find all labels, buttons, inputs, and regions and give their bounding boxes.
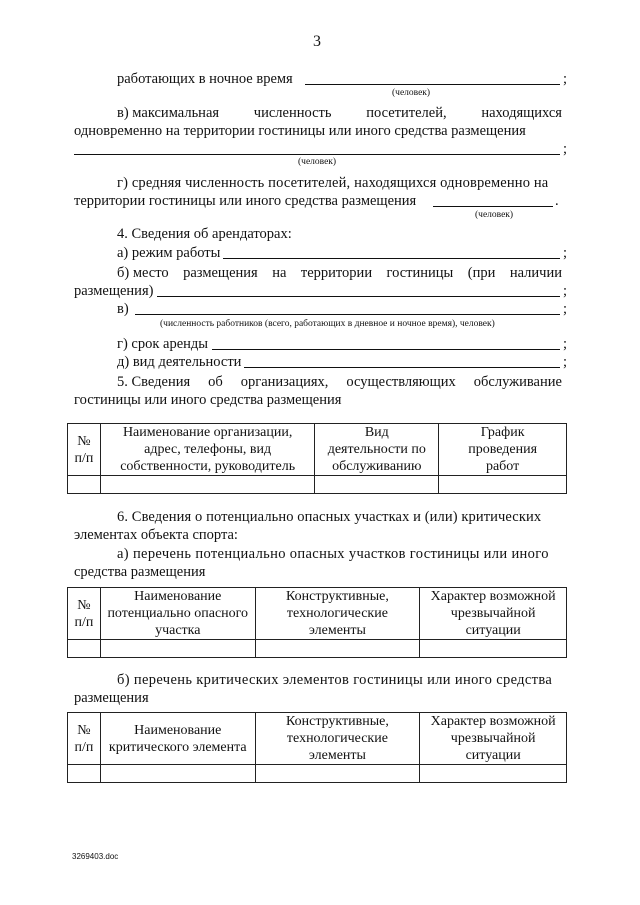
semicolon: ;	[563, 301, 568, 317]
s4-d-field[interactable]	[244, 367, 560, 368]
table-cell[interactable]	[255, 640, 420, 658]
caption-people: (человек)	[475, 210, 514, 220]
item-g-line1: г) средняя численность посетителей, находящихся одновременно на	[117, 175, 549, 191]
s4-b-line1: б) место размещения на территории гостиницы (при наличии	[117, 265, 562, 281]
s4-g-field[interactable]	[212, 349, 560, 350]
col-schedule-header: График проведения работ	[439, 424, 567, 476]
item-g-line2: территории гостиницы или иного средства размещения	[74, 193, 417, 209]
max-visitors-field[interactable]	[74, 154, 560, 155]
avg-visitors-field[interactable]	[433, 206, 553, 207]
table-cell[interactable]	[100, 640, 255, 658]
col-emergency-nature-header: Характер возможной чрезвычайной ситуации	[420, 713, 567, 765]
s6-a-line1: а) перечень потенциально опасных участков гостиницы или иного	[117, 546, 549, 562]
semicolon: ;	[563, 354, 568, 370]
table-cell[interactable]	[315, 476, 439, 494]
table-service-organizations	[67, 423, 567, 494]
footer-filename: 3269403.doc	[72, 852, 119, 861]
night-workers-label: работающих в ночное время	[117, 71, 293, 87]
col-organization-header: Наименование организации, адрес, телефоны, вид собственности, руководитель	[100, 424, 314, 476]
col-number-header: № п/п	[68, 424, 101, 476]
table-cell[interactable]	[68, 640, 101, 658]
table-cell[interactable]	[439, 476, 567, 494]
table-critical-elements	[67, 712, 567, 783]
s6-a-line2: средства размещения	[74, 564, 206, 580]
col-emergency-nature-header: Характер возможной чрезвычайной ситуации	[420, 588, 567, 640]
table-cell[interactable]	[100, 765, 255, 783]
table-header-row	[68, 588, 567, 640]
table-header-row	[68, 424, 567, 476]
page-number: 3	[313, 33, 321, 50]
s6-b-line2: размещения	[74, 690, 149, 706]
section-5-line1: 5. Сведения об организациях, осуществляющих обслуживание	[117, 374, 562, 390]
semicolon: ;	[563, 141, 568, 157]
col-structural-elements-header: Конструктивные, технологические элементы	[255, 588, 420, 640]
section-6-line2: элементах объекта спорта:	[74, 527, 238, 543]
table-cell[interactable]	[100, 476, 314, 494]
item-v-line2: одновременно на территории гостиницы или иного средства размещения	[74, 123, 526, 139]
table-header-row	[68, 713, 567, 765]
col-structural-elements-header: Конструктивные, технологические элементы	[255, 713, 420, 765]
s4-a-label: а) режим работы	[117, 245, 221, 261]
table-cell[interactable]	[255, 765, 420, 783]
night-workers-field[interactable]	[305, 84, 560, 85]
s6-b-line1: б) перечень критических элементов гостиницы или иного средства	[117, 672, 553, 688]
col-number-header: № п/п	[68, 713, 101, 765]
table-cell[interactable]	[420, 765, 567, 783]
s4-v-caption: (численность работников (всего, работающих в дневное и ночное время), человек)	[160, 319, 495, 329]
item-v-line1: в) максимальная численность посетителей, находящихся	[117, 105, 562, 121]
s4-g-label: г) срок аренды	[117, 336, 209, 352]
table-row	[68, 640, 567, 658]
semicolon: ;	[563, 336, 568, 352]
table-row	[68, 476, 567, 494]
table-row	[68, 765, 567, 783]
s4-d-label: д) вид деятельности	[117, 354, 242, 370]
col-number-header: № п/п	[68, 588, 101, 640]
table-cell[interactable]	[68, 765, 101, 783]
dot: .	[555, 193, 559, 209]
s4-v-field[interactable]	[135, 314, 560, 315]
semicolon: ;	[563, 71, 568, 87]
table-cell[interactable]	[420, 640, 567, 658]
table-cell[interactable]	[68, 476, 101, 494]
section-4-title: 4. Сведения об арендаторах:	[117, 226, 292, 242]
section-6-line1: 6. Сведения о потенциально опасных участках и (или) критических	[117, 509, 542, 525]
col-area-name-header: Наименование потенциально опасного участка	[100, 588, 255, 640]
semicolon: ;	[563, 245, 568, 261]
s4-b-line2: размещения)	[74, 283, 154, 299]
s4-b-field[interactable]	[157, 296, 560, 297]
section-5-line2: гостиницы или иного средства размещения	[74, 392, 342, 408]
s4-a-field[interactable]	[223, 258, 560, 259]
col-element-name-header: Наименование критического элемента	[100, 713, 255, 765]
col-activity-header: Вид деятельности по обслуживанию	[315, 424, 439, 476]
table-dangerous-areas	[67, 587, 567, 658]
caption-people: (человек)	[392, 88, 431, 98]
caption-people: (человек)	[298, 157, 337, 167]
semicolon: ;	[563, 283, 568, 299]
s4-v-label: в)	[117, 301, 129, 317]
